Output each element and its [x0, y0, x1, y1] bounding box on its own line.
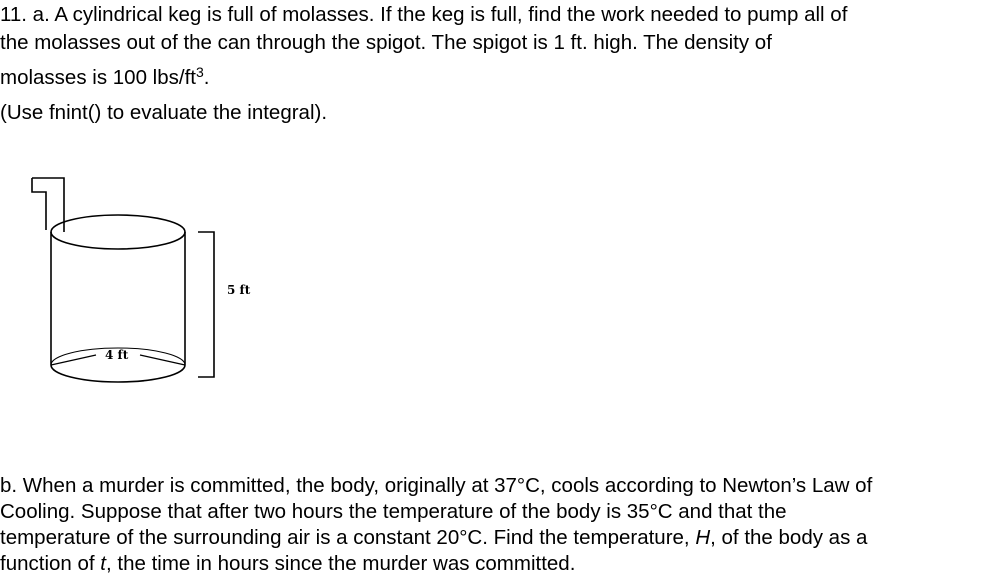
keg-diagram-svg — [0, 170, 300, 385]
problem-a-instruction: (Use fnint() to evaluate the integral). — [0, 101, 328, 124]
height-label: 5 ft — [227, 283, 251, 297]
variable-h: H — [695, 526, 711, 549]
problem-b-line-2: Cooling. Suppose that after two hours the temperature of the body is 35°C and that the — [0, 500, 787, 523]
problem-b-line-4-start: function of — [0, 552, 101, 575]
period: . — [203, 66, 210, 89]
spigot-pipe-inner — [32, 178, 46, 230]
diameter-line-left — [51, 355, 96, 365]
problem-a-line-2: the molasses out of the can through the spigot. The spigot is 1 ft. high. The density of — [0, 31, 772, 54]
problem-b-line-4 — [0, 552, 575, 576]
problem-b-line-3-text: temperature of the surrounding air is a constant 20°C. Find the temperature, — [0, 526, 696, 549]
problem-a-line-1: 11. a. A cylindrical keg is full of molasses. If the keg is full, find the work needed to pump all of — [0, 3, 848, 26]
keg-top-rim — [51, 215, 185, 249]
keg-bottom-front — [51, 365, 185, 382]
variable-t: t — [100, 552, 106, 575]
problem-b-line-1: b. When a murder is committed, the body, originally at 37°C, cools according to Newton’s Law of — [0, 474, 873, 497]
height-bracket — [198, 232, 214, 377]
diameter-label: 4 ft — [105, 348, 129, 362]
density-text: molasses is 100 lbs/ft — [0, 66, 196, 89]
problem-b-line-3-end: , of the body as a — [710, 526, 868, 549]
problem-b-line-4-end: , the time in hours since the murder was committed. — [106, 552, 576, 575]
problem-b-line-3 — [0, 526, 867, 550]
cubic-exponent: 3 — [195, 64, 204, 80]
diameter-line-right — [140, 355, 185, 365]
problem-a-line-3 — [0, 66, 209, 90]
keg-diagram — [0, 170, 300, 385]
